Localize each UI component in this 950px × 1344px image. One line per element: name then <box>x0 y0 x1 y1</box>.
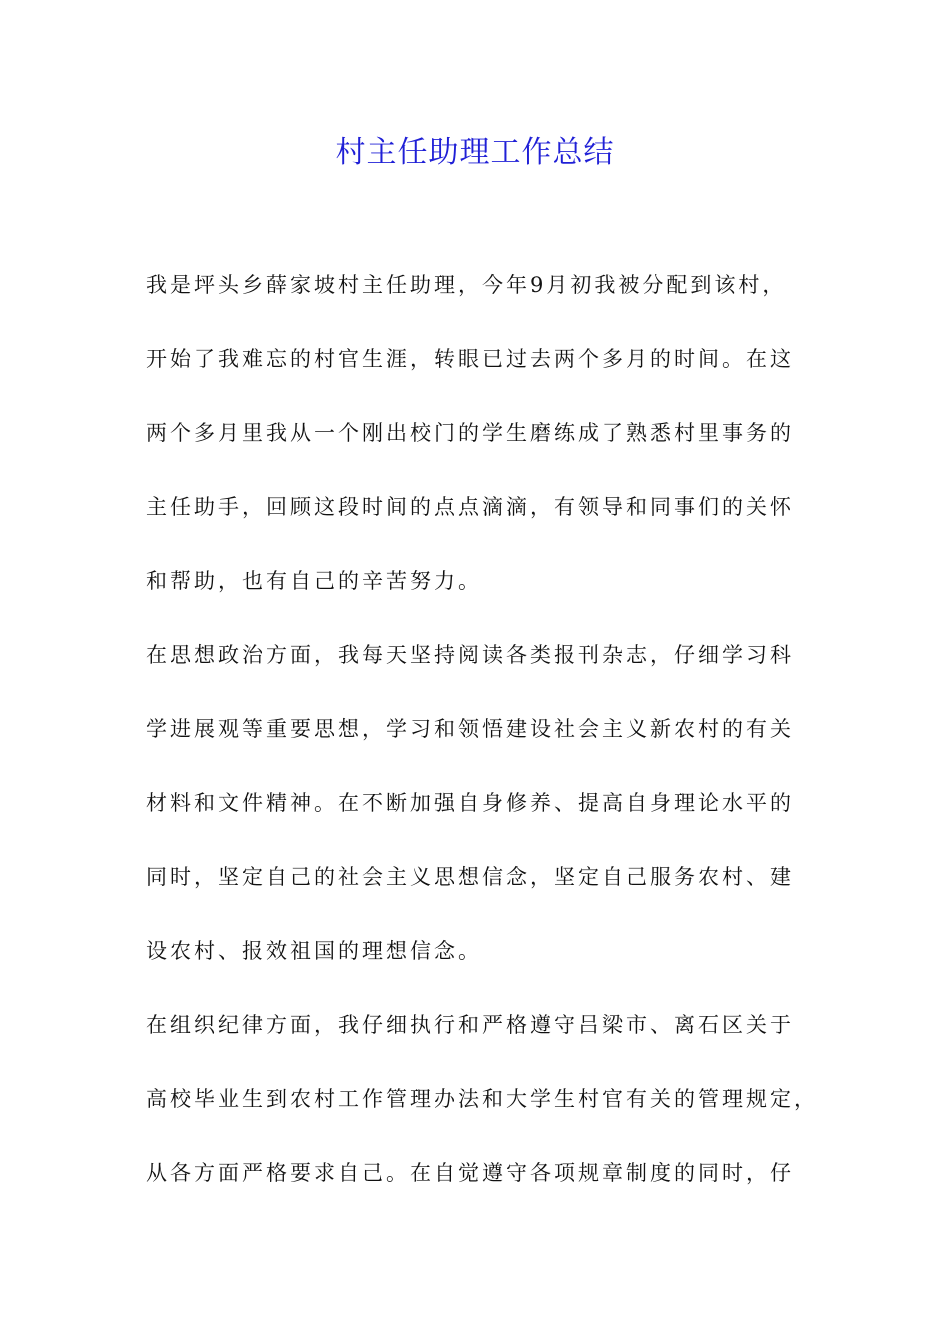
text-line: 主任助手，回顾这段时间的点点滴滴，有领导和同事们的关怀 <box>146 495 794 519</box>
text-line: 学进展观等重要思想，学习和领悟建设社会主义新农村的有关 <box>146 717 794 741</box>
text-line: 我是坪头乡薛家坡村主任助理，今年9月初我被分配到该村， <box>146 273 787 297</box>
text-line: 高校毕业生到农村工作管理办法和大学生村官有关的管理规定， <box>146 1087 818 1111</box>
text-line: 材料和文件精神。在不断加强自身修养、提高自身理论水平的 <box>146 791 794 815</box>
text-line: 同时，坚定自己的社会主义思想信念，坚定自己服务农村、建 <box>146 865 794 889</box>
text-line: 开始了我难忘的村官生涯，转眼已过去两个多月的时间。在这 <box>146 347 794 371</box>
document-body <box>146 263 818 1225</box>
text-line: 设农村、报效祖国的理想信念。 <box>146 939 482 963</box>
text-line: 从各方面严格要求自己。在自觉遵守各项规章制度的同时，仔 <box>146 1161 794 1185</box>
document-title: 村主任助理工作总结 <box>335 135 615 170</box>
text-line: 在思想政治方面，我每天坚持阅读各类报刊杂志，仔细学习科 <box>146 643 794 667</box>
text-line: 两个多月里我从一个刚出校门的学生磨练成了熟悉村里事务的 <box>146 421 794 445</box>
text-line: 和帮助，也有自己的辛苦努力。 <box>146 569 482 593</box>
text-line: 在组织纪律方面，我仔细执行和严格遵守吕梁市、离石区关于 <box>146 1013 794 1037</box>
